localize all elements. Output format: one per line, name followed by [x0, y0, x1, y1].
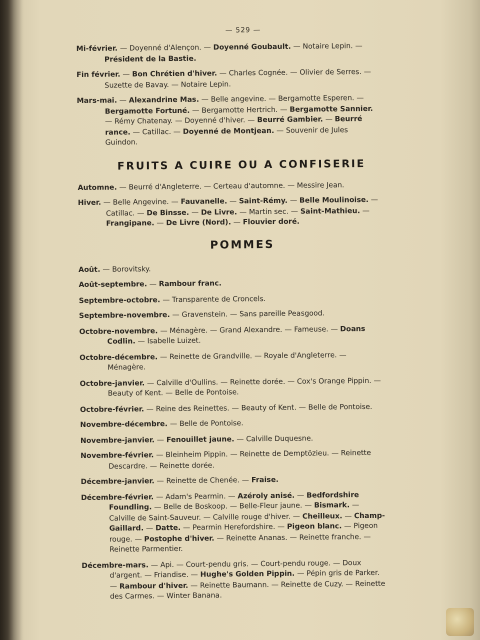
- variety-name: Calville rouge d'hiver.: [212, 511, 291, 522]
- dash-separator: —: [361, 66, 372, 77]
- ripening-period: Septembre-novembre.: [78, 310, 171, 320]
- variety-name: Reinette dorée.: [159, 460, 215, 470]
- variety-name: Alexandrine Mas.: [128, 94, 200, 105]
- variety-entry: [80, 417, 384, 431]
- dash-separator: —: [154, 218, 167, 228]
- dash-separator: —: [229, 402, 242, 412]
- variety-name: Bergamotte Hertrich.: [201, 104, 278, 115]
- dash-separator: —: [216, 68, 229, 78]
- variety-name: Ménagère.: [169, 325, 208, 335]
- variety-entry: [78, 261, 382, 275]
- dash-separator: —: [109, 581, 120, 591]
- page-text: [76, 25, 386, 608]
- variety-entry: [82, 557, 386, 602]
- dash-separator: —: [252, 350, 264, 360]
- dash-separator: —: [174, 559, 186, 569]
- dash-separator: —: [285, 180, 297, 190]
- variety-name: Borovitsky.: [112, 263, 151, 274]
- dash-separator: —: [360, 205, 370, 215]
- dash-separator: —: [282, 324, 295, 334]
- dash-separator: —: [287, 67, 300, 77]
- variety-name: Reinette Descardre.: [108, 447, 372, 471]
- dash-separator: —: [120, 69, 133, 79]
- dash-separator: —: [330, 557, 343, 567]
- variety-name: Calville de Saint-Sauveur.: [109, 512, 202, 523]
- ripening-period: Mi-février.: [76, 43, 118, 53]
- variety-name: Doyenné d'hiver.: [184, 115, 246, 125]
- variety-entry: [81, 474, 385, 488]
- dash-separator: —: [368, 194, 379, 204]
- variety-name: Fenouillet jaune.: [166, 433, 235, 444]
- dash-separator: —: [287, 532, 300, 542]
- variety-entry: [79, 323, 383, 347]
- section-title: FRUITS A CUIRE OU A CONFISERIE: [117, 157, 366, 173]
- dash-separator: —: [227, 309, 240, 319]
- dash-separator: —: [189, 105, 202, 115]
- dash-separator: —: [154, 591, 167, 601]
- sections-container: [76, 41, 386, 603]
- variety-name: Isabelle Luizet.: [147, 335, 201, 346]
- variety-name: Belle de Pontoise.: [174, 387, 239, 397]
- binding-shadow: [0, 0, 24, 640]
- variety-name: Reinette Ananas.: [226, 532, 288, 542]
- dash-separator: —: [322, 114, 335, 124]
- dash-separator: —: [352, 41, 363, 51]
- dash-separator: —: [153, 491, 166, 501]
- variety-name: Catillac.: [105, 207, 135, 218]
- ripening-period: Octobre-décembre.: [79, 351, 158, 362]
- variety-name: Hughe's Golden Pippin.: [200, 568, 295, 579]
- variety-name: Charles Cognée.: [228, 67, 288, 78]
- variety-name: Pearmin Herefordshire.: [192, 521, 276, 532]
- variety-entry: [79, 277, 383, 291]
- variety-name: Olivier de Serres.: [299, 67, 362, 77]
- variety-name: Notaire Lepin.: [180, 78, 232, 89]
- dash-separator: —: [188, 569, 201, 579]
- variety-name: Api.: [160, 559, 175, 569]
- dash-separator: —: [172, 115, 185, 125]
- dash-separator: —: [163, 387, 175, 398]
- variety-entry: [79, 349, 383, 373]
- variety-name: Suzette de Bavay.: [104, 79, 170, 90]
- dash-separator: —: [245, 115, 258, 125]
- variety-name: Belle Moulinoise.: [299, 194, 369, 205]
- variety-name: Bergamotte Fortuné.: [104, 105, 190, 116]
- variety-name: Rambour franc.: [158, 278, 222, 289]
- dash-separator: —: [200, 512, 213, 522]
- variety-name: Notaire Lepin.: [302, 41, 353, 51]
- variety-entry: [80, 375, 384, 399]
- variety-entry: [78, 179, 382, 193]
- variety-name: Certeau d'automne.: [213, 180, 286, 191]
- variety-name: Beauty of Kent.: [107, 388, 164, 398]
- dash-separator: —: [201, 181, 214, 191]
- dash-separator: —: [329, 448, 341, 458]
- dash-separator: —: [227, 196, 240, 206]
- dash-separator: —: [269, 579, 281, 589]
- variety-name: Reinette des Carmes.: [109, 578, 386, 601]
- variety-name: Court-pendu gris.: [185, 558, 249, 569]
- variety-entry: [81, 489, 386, 555]
- dash-separator: —: [239, 475, 252, 485]
- variety-name: Belle de Pontoise.: [308, 401, 373, 412]
- dash-separator: —: [266, 93, 279, 104]
- dash-separator: —: [180, 522, 193, 532]
- dash-separator: —: [171, 126, 183, 136]
- variety-name: Beurré Gambier.: [257, 114, 324, 125]
- variety-name: Fameuse.: [294, 323, 329, 334]
- library-stamp-icon: [446, 608, 474, 636]
- variety-name: Bon Chrétien d'hiver.: [132, 68, 218, 79]
- dash-separator: —: [214, 532, 227, 543]
- variety-name: Transparente de Croncels.: [171, 293, 266, 304]
- variety-name: Cox's Orange Pippin.: [296, 375, 372, 386]
- variety-name: Royale d'Angleterre.: [263, 349, 337, 360]
- variety-name: Belle Angevine.: [112, 197, 169, 207]
- variety-name: Sans pareille Peasgood.: [239, 308, 325, 319]
- variety-name: Azéroly anisé.: [237, 490, 295, 500]
- dash-separator: —: [218, 376, 230, 387]
- variety-name: Friandise.: [153, 569, 189, 580]
- dash-separator: —: [287, 195, 300, 205]
- variety-name: Martin sec.: [248, 206, 289, 216]
- ripening-period: Novembre-janvier.: [80, 434, 155, 445]
- dash-separator: —: [275, 521, 288, 531]
- variety-name: Président de la Bastie.: [104, 53, 197, 64]
- variety-entry: [76, 67, 380, 91]
- variety-name: Doans Codlin.: [107, 323, 366, 346]
- dash-separator: —: [288, 206, 301, 216]
- variety-name: Reinette Parmentier.: [109, 543, 183, 554]
- variety-name: Flouvier doré.: [242, 216, 300, 227]
- ripening-period: Août-septembre.: [78, 279, 148, 289]
- dash-separator: —: [290, 511, 303, 521]
- variety-name: Fauvanelle.: [180, 196, 228, 206]
- variety-name: Belle de Boskoop.: [163, 501, 228, 512]
- dash-separator: —: [147, 460, 160, 470]
- ripening-period: Fin février.: [76, 69, 121, 79]
- variety-name: Rémy Chatenay.: [114, 115, 173, 126]
- page-number: — 529 —: [225, 26, 261, 35]
- variety-entry: [80, 448, 384, 472]
- variety-name: Reinette de Chenée.: [166, 475, 240, 486]
- variety-name: Reine des Reinettes.: [155, 402, 230, 413]
- variety-name: Bergamotte Sannier.: [289, 103, 374, 114]
- dash-separator: —: [234, 433, 247, 443]
- dash-separator: —: [341, 521, 354, 531]
- variety-entry: [79, 308, 383, 322]
- variety-name: Belle angevine.: [210, 94, 267, 104]
- variety-entry: [79, 292, 383, 306]
- dash-separator: —: [154, 476, 167, 486]
- dash-separator: —: [130, 126, 143, 136]
- dash-separator: —: [117, 43, 130, 53]
- dash-separator: —: [343, 578, 356, 588]
- variety-name: Doyenné d'Alençon.: [129, 42, 202, 53]
- dash-separator: —: [328, 323, 341, 333]
- dash-separator: —: [188, 580, 200, 590]
- dash-separator: —: [227, 449, 240, 459]
- ripening-period: Octobre-janvier.: [79, 377, 145, 388]
- dash-separator: —: [290, 41, 303, 51]
- variety-name: Beurré rance.: [105, 114, 363, 137]
- variety-name: Cheilleux.: [302, 510, 343, 521]
- dash-separator: —: [147, 279, 159, 289]
- variety-entry: [76, 41, 380, 65]
- variety-name: Reinette de Grandville.: [169, 350, 253, 361]
- dash-separator: —: [354, 92, 364, 103]
- variety-name: Ménagère.: [107, 362, 146, 372]
- dash-separator: —: [168, 196, 181, 207]
- ripening-period: Octobre-novembre.: [79, 325, 158, 336]
- dash-separator: —: [237, 206, 249, 216]
- dash-separator: —: [225, 490, 238, 500]
- variety-name: Reinette franche.: [299, 531, 362, 542]
- variety-name: Souvenir de Jules Guindon.: [105, 124, 349, 147]
- dash-separator: —: [160, 294, 173, 304]
- variety-name: Rambour d'hiver.: [119, 580, 189, 591]
- dash-separator: —: [153, 450, 166, 460]
- dash-separator: —: [230, 217, 243, 227]
- variety-name: Pépin gris de Parker.: [306, 567, 380, 578]
- ripening-period: Automne.: [77, 182, 117, 192]
- variety-name: Doux d'argent.: [109, 557, 362, 580]
- dash-separator: —: [198, 94, 211, 104]
- dash-separator: —: [143, 523, 156, 533]
- variety-name: Reinette de Demptözieu.: [239, 448, 330, 459]
- dash-separator: —: [274, 125, 286, 135]
- variety-name: De Livre.: [200, 206, 238, 217]
- ripening-period: Hiver.: [77, 197, 102, 207]
- dash-separator: —: [151, 502, 164, 512]
- dash-separator: —: [371, 375, 381, 385]
- dash-separator: —: [154, 434, 167, 444]
- variety-name: Grand Alexandre.: [219, 324, 283, 335]
- variety-entry: [80, 432, 384, 446]
- variety-name: Reinette dorée.: [229, 376, 286, 386]
- dash-separator: —: [361, 531, 371, 541]
- variety-name: Catillac.: [142, 126, 172, 136]
- dash-separator: —: [100, 264, 113, 274]
- dash-separator: —: [135, 336, 148, 346]
- dash-separator: —: [294, 490, 307, 500]
- variety-name: Belle-Fleur jaune.: [239, 500, 303, 511]
- variety-name: Calville Duquesne.: [246, 433, 314, 443]
- ripening-period: Décembre-février.: [80, 491, 154, 502]
- dash-separator: —: [294, 568, 307, 578]
- variety-name: Bergamotte Esperen.: [278, 93, 355, 103]
- variety-name: Reinette Baumann.: [199, 579, 270, 590]
- dash-separator: —: [248, 558, 261, 568]
- dash-separator: —: [104, 116, 115, 126]
- variety-entry: [77, 93, 382, 149]
- dash-separator: —: [277, 104, 290, 114]
- dash-separator: —: [101, 197, 113, 207]
- dash-separator: —: [134, 207, 147, 217]
- variety-name: De Binsse.: [146, 207, 190, 217]
- ripening-period: Décembre-janvier.: [80, 476, 155, 486]
- dash-separator: —: [168, 79, 181, 89]
- variety-name: Pigeon blanc.: [286, 521, 342, 531]
- dash-separator: —: [117, 95, 129, 105]
- dash-separator: —: [169, 309, 182, 320]
- dash-separator: —: [144, 403, 156, 413]
- dash-separator: —: [207, 325, 220, 335]
- dash-separator: —: [342, 510, 355, 520]
- variety-name: Gravenstein.: [181, 309, 228, 319]
- dash-separator: —: [285, 376, 298, 386]
- dash-separator: —: [132, 533, 145, 543]
- dash-separator: —: [336, 349, 347, 359]
- variety-name: Beurré d'Angleterre.: [128, 181, 202, 191]
- ripening-period: Septembre-octobre.: [78, 294, 161, 305]
- ripening-period: Décembre-mars.: [81, 559, 149, 570]
- dash-separator: —: [189, 207, 201, 217]
- variety-name: Beauty of Kent.: [241, 402, 297, 412]
- variety-name: Champ-Gaillard.: [109, 510, 385, 533]
- dash-separator: —: [349, 500, 360, 510]
- dash-separator: —: [148, 559, 161, 569]
- dash-separator: —: [142, 570, 154, 580]
- dash-separator: —: [201, 42, 214, 52]
- variety-name: Bedfordshire Foundling.: [108, 489, 360, 512]
- variety-name: Datte.: [155, 522, 181, 533]
- variety-name: Frangipane.: [105, 218, 155, 228]
- variety-name: Belle de Pontoise.: [179, 418, 244, 428]
- dash-separator: —: [157, 351, 170, 361]
- dash-separator: —: [116, 181, 129, 192]
- dash-separator: —: [167, 418, 180, 429]
- variety-name: Fraise.: [251, 474, 279, 485]
- dash-separator: —: [296, 402, 309, 412]
- variety-name: De Livre (Nord).: [166, 217, 232, 228]
- variety-name: Doyenné Goubault.: [213, 41, 292, 52]
- variety-entry: [78, 195, 382, 230]
- dash-separator: —: [157, 325, 170, 335]
- ripening-period: Août.: [78, 264, 101, 274]
- variety-name: Court-pendu rouge.: [260, 557, 331, 568]
- ripening-period: Novembre-février.: [80, 450, 154, 460]
- dash-separator: —: [302, 500, 315, 510]
- ripening-period: Novembre-décembre.: [80, 419, 168, 429]
- variety-name: Adam's Pearmin.: [165, 490, 226, 501]
- variety-name: Calville d'Oullins.: [156, 377, 219, 387]
- variety-name: Reinette de Cuzy.: [280, 578, 344, 589]
- variety-name: Messire Jean.: [296, 179, 345, 190]
- variety-name: Bismark.: [314, 500, 350, 510]
- dash-separator: —: [144, 377, 157, 387]
- variety-name: Doyenné de Montjean.: [182, 125, 275, 136]
- variety-entry: [80, 401, 384, 415]
- section-title: POMMES: [210, 237, 275, 252]
- variety-name: Winter Banana.: [166, 590, 223, 601]
- variety-name: Pigeon rouge.: [109, 520, 378, 544]
- variety-name: Saint-Rémy.: [238, 195, 288, 206]
- variety-name: Bleinheim Pippin.: [165, 449, 228, 460]
- variety-name: Saint-Mathieu.: [300, 205, 361, 216]
- dash-separator: —: [227, 501, 240, 511]
- ripening-period: Mars-mai.: [76, 95, 118, 105]
- ripening-period: Octobre-février.: [79, 403, 145, 414]
- variety-name: Postophe d'hiver.: [144, 533, 215, 543]
